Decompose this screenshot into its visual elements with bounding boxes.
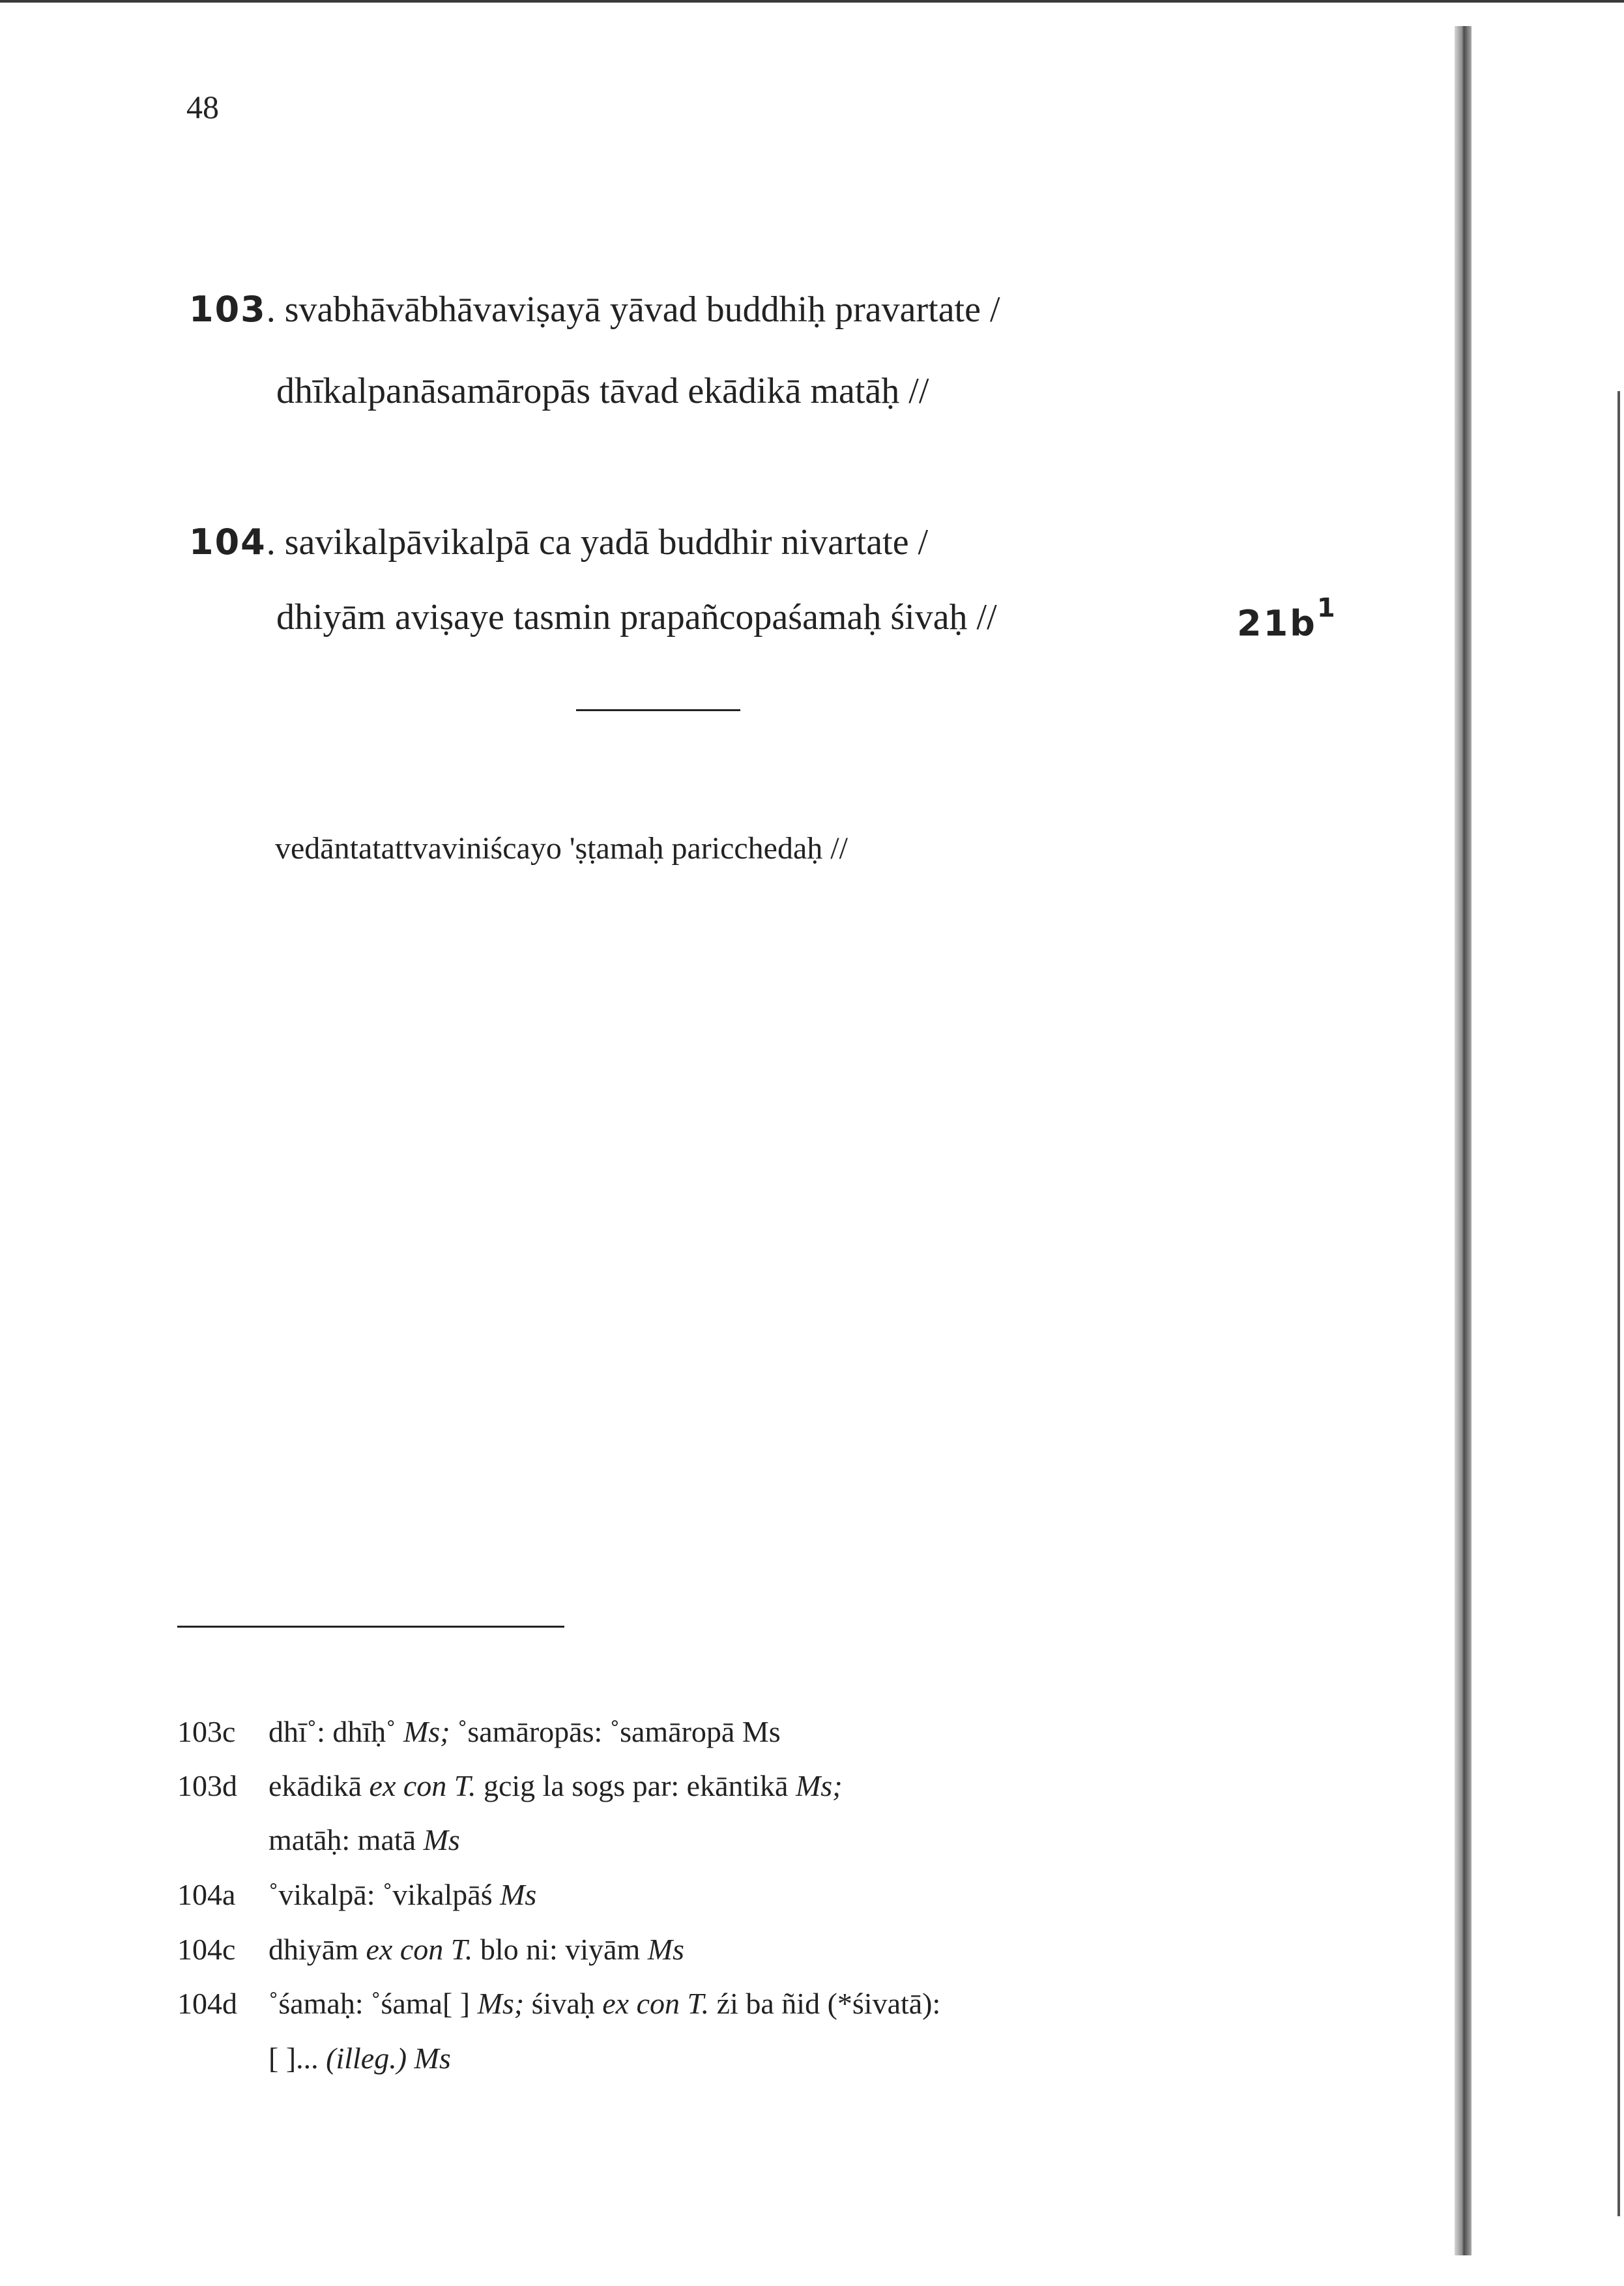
footnote-text <box>407 2042 414 2075</box>
verse-number: 103 <box>189 289 267 330</box>
verse-text: . savikalpāvikalpā ca yadā buddhir nivartate / <box>266 522 929 563</box>
binding-shadow <box>1455 26 1472 2255</box>
verse-104-line-1 <box>189 520 928 565</box>
footnote-text: źi ba ñid (*śivatā): <box>709 1987 941 2020</box>
scan-top-border <box>0 0 1624 3</box>
folio-ref-base: 21b <box>1237 603 1317 644</box>
footnote-siglum: Ms; <box>795 1769 843 1802</box>
footnote-103d <box>177 1766 843 1806</box>
footnote-siglum: Ms <box>500 1878 537 1911</box>
footnote-ref: 104d <box>177 1987 237 2020</box>
footnote-siglum: Ms <box>647 1933 684 1966</box>
footnote-text: gcig la sogs par: ekāntikā <box>476 1769 796 1802</box>
footnote-ref: 103c <box>177 1715 236 1748</box>
footnote-text: ˚samāropās: ˚samāropā Ms <box>450 1715 781 1748</box>
footnote-104a <box>177 1875 536 1914</box>
footnote-ref: 104a <box>177 1878 236 1911</box>
footnote-divider <box>177 1626 564 1628</box>
footnote-ref: 104c <box>177 1933 236 1966</box>
footnote-siglum: Ms; <box>477 1987 525 2020</box>
footnote-siglum: ex con T. <box>369 1769 476 1802</box>
scan-right-edge <box>1617 391 1620 2216</box>
footnote-103d-continued <box>268 1821 460 1860</box>
footnote-104d-continued <box>268 2039 451 2078</box>
footnote-siglum: ex con T. <box>602 1987 710 2020</box>
verse-104-line-2: dhiyām aviṣaye tasmin prapañcopaśamaḥ śivaḥ // <box>276 597 997 637</box>
footnote-text: ˚vikalpā: ˚vikalpāś <box>268 1878 500 1911</box>
footnote-104d <box>177 1984 940 2023</box>
footnote-104c <box>177 1930 684 1969</box>
verse-number: 104 <box>189 521 267 563</box>
footnote-text: blo ni: viyām <box>472 1933 648 1966</box>
verse-text: . svabhāvābhāvaviṣayā yāvad buddhiḥ pravartate / <box>266 289 1000 330</box>
footnote-text: [ ]... <box>268 2042 326 2075</box>
footnote-text: śivaḥ <box>524 1987 603 2020</box>
footnote-siglum: Ms <box>423 1823 460 1856</box>
verse-103-line-2: dhīkalpanāsamāropās tāvad ekādikā matāḥ // <box>276 371 929 411</box>
footnote-text: matāḥ: matā <box>268 1823 424 1856</box>
page-number: 48 <box>186 89 219 125</box>
footnote-ref: 103d <box>177 1769 237 1802</box>
verse-103-line-1 <box>189 287 1000 332</box>
folio-reference <box>1237 592 1335 647</box>
footnote-text: ekādikā <box>268 1769 370 1802</box>
footnote-siglum: ex con T. <box>366 1933 473 1966</box>
footnote-siglum: Ms; <box>403 1715 450 1748</box>
footnote-text: dhī˚: dhīḥ˚ <box>268 1715 403 1748</box>
footnote-siglum: Ms <box>414 2042 451 2075</box>
footnote-103c <box>177 1712 781 1751</box>
folio-ref-superscript: 1 <box>1316 593 1335 623</box>
section-divider <box>576 709 740 711</box>
chapter-colophon: vedāntatattvaviniścayo 'ṣṭamaḥ paricchedaḥ // <box>275 831 848 866</box>
footnote-note: (illeg.) <box>326 2042 407 2075</box>
footnote-text: dhiyām <box>268 1933 366 1966</box>
footnote-text: ˚śamaḥ: ˚śama[ ] <box>268 1987 478 2020</box>
